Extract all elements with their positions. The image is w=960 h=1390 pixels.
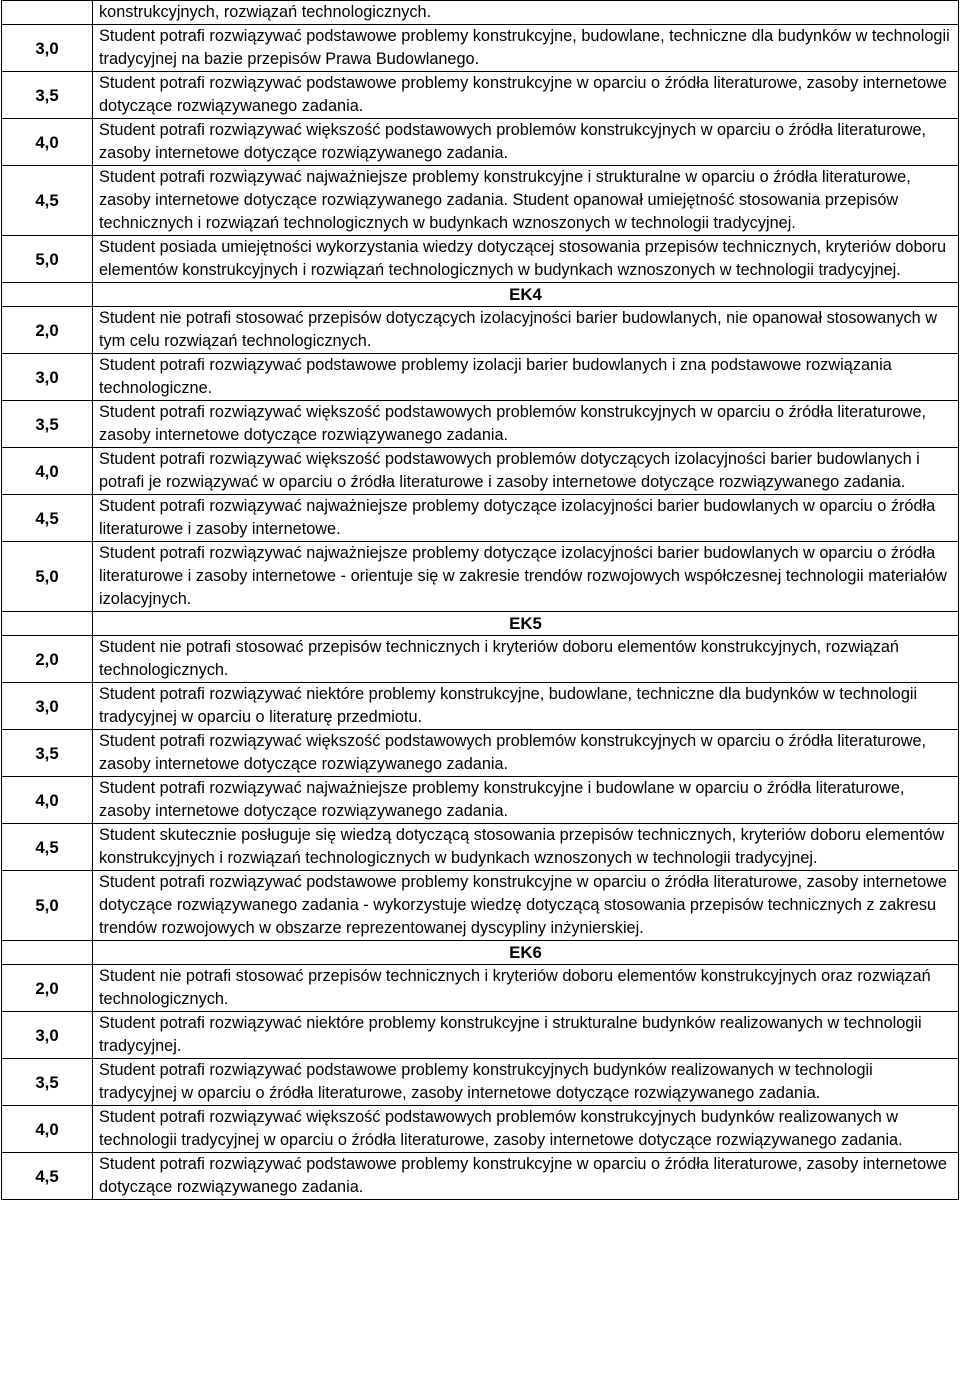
section-header-row [2, 612, 959, 636]
criteria-description: Student potrafi rozwiązywać niektóre problemy konstrukcyjne, budowlane, techniczne dla budynków w technologii tradycyjnej w oparciu o literaturę przedmiotu. [93, 683, 959, 730]
criteria-description: konstrukcyjnych, rozwiązań technologicznych. [93, 1, 959, 25]
grade-cell: 2,0 [2, 307, 93, 354]
grade-cell: 4,5 [2, 824, 93, 871]
criteria-description: Student potrafi rozwiązywać podstawowe problemy izolacji barier budowlanych i zna podstawowe rozwiązania technologiczne. [93, 354, 959, 401]
criteria-row [2, 542, 959, 612]
criteria-description: Student potrafi rozwiązywać większość podstawowych problemów konstrukcyjnych budynków realizowanych w technologii tradycyjnej w oparciu o źródła literaturowe, zasoby internetowe dotyczące rozwiązywanego zadania. [93, 1106, 959, 1153]
grade-cell: 2,0 [2, 965, 93, 1012]
criteria-description: Student potrafi rozwiązywać podstawowe problemy konstrukcyjne, budowlane, techniczne dla budynków w technologii tradycyjnej na bazie przepisów Prawa Budowlanego. [93, 25, 959, 72]
criteria-description: Student nie potrafi stosować przepisów technicznych i kryteriów doboru elementów konstrukcyjnych oraz rozwiązań technologicznych. [93, 965, 959, 1012]
criteria-description: Student potrafi rozwiązywać większość podstawowych problemów konstrukcyjnych w oparciu o źródła literaturowe, zasoby internetowe dotyczące rozwiązywanego zadania. [93, 119, 959, 166]
grade-cell: 3,0 [2, 683, 93, 730]
grade-cell: 3,5 [2, 401, 93, 448]
criteria-row [2, 119, 959, 166]
criteria-row [2, 495, 959, 542]
criteria-description: Student potrafi rozwiązywać podstawowe problemy konstrukcyjne w oparciu o źródła literaturowe, zasoby internetowe dotyczące rozwiązywanego zadania - wykorzystuje wiedzę dotyczącą stosowania przepisów technicznych z zakresu trendów rozwojowych w obszarze reprezentowanej dyscypliny inżynierskiej. [93, 871, 959, 941]
grade-cell: 5,0 [2, 236, 93, 283]
criteria-description: Student potrafi rozwiązywać najważniejsze problemy dotyczące izolacyjności barier budowlanych w oparciu o źródła literaturowe i zasoby internetowe - orientuje się w zakresie trendów rozwojowych współczesnej technologii materiałów izolacyjnych. [93, 542, 959, 612]
criteria-description: Student nie potrafi stosować przepisów dotyczących izolacyjności barier budowlanych, nie opanował stosowanych w tym celu rozwiązań technologicznych. [93, 307, 959, 354]
criteria-description: Student potrafi rozwiązywać podstawowe problemy konstrukcyjne w oparciu o źródła literaturowe, zasoby internetowe dotyczące rozwiązywanego zadania. [93, 1153, 959, 1200]
grade-cell: 4,0 [2, 119, 93, 166]
criteria-description: Student potrafi rozwiązywać większość podstawowych problemów konstrukcyjnych w oparciu o źródła literaturowe, zasoby internetowe dotyczące rozwiązywanego zadania. [93, 730, 959, 777]
criteria-row [2, 1012, 959, 1059]
criteria-row [2, 166, 959, 236]
criteria-row [2, 448, 959, 495]
criteria-description: Student skutecznie posługuje się wiedzą dotyczącą stosowania przepisów technicznych, kryteriów doboru elementów konstrukcyjnych i rozwiązań technologicznych w budynkach wznoszonych w technologii tradycyjnej. [93, 824, 959, 871]
criteria-row [2, 1059, 959, 1106]
grade-cell: 4,0 [2, 777, 93, 824]
section-header-row [2, 941, 959, 965]
criteria-description: Student posiada umiejętności wykorzystania wiedzy dotyczącej stosowania przepisów technicznych, kryteriów doboru elementów konstrukcyjnych i rozwiązań technologicznych w budynkach wznoszonych w technologii tradycyjnej. [93, 236, 959, 283]
criteria-description: Student potrafi rozwiązywać większość podstawowych problemów dotyczących izolacyjności barier budowlanych i potrafi je rozwiązywać w oparciu o źródła literaturowe i zasoby internetowe dotyczące rozwiązywanego zadania. [93, 448, 959, 495]
criteria-row [2, 636, 959, 683]
section-header: EK5 [93, 612, 959, 636]
criteria-row [2, 824, 959, 871]
criteria-row [2, 1, 959, 25]
criteria-description: Student nie potrafi stosować przepisów technicznych i kryteriów doboru elementów konstrukcyjnych, rozwiązań technologicznych. [93, 636, 959, 683]
section-header: EK6 [93, 941, 959, 965]
section-header-grade-cell [2, 941, 93, 965]
grade-cell: 3,5 [2, 1059, 93, 1106]
criteria-row [2, 965, 959, 1012]
grade-cell: 2,0 [2, 636, 93, 683]
grade-cell: 4,5 [2, 495, 93, 542]
criteria-description: Student potrafi rozwiązywać niektóre problemy konstrukcyjne i strukturalne budynków realizowanych w technologii tradycyjnej. [93, 1012, 959, 1059]
section-header: EK4 [93, 283, 959, 307]
grade-cell: 5,0 [2, 871, 93, 941]
grade-cell: 4,5 [2, 1153, 93, 1200]
criteria-row [2, 307, 959, 354]
grade-cell: 4,0 [2, 448, 93, 495]
criteria-row [2, 777, 959, 824]
criteria-description: Student potrafi rozwiązywać podstawowe problemy konstrukcyjnych budynków realizowanych w technologii tradycyjnej w oparciu o źródła literaturowe, zasoby internetowe dotyczące rozwiązywanego zadania. [93, 1059, 959, 1106]
grading-criteria-table [1, 0, 959, 1200]
grade-cell: 3,5 [2, 730, 93, 777]
grade-cell: 4,0 [2, 1106, 93, 1153]
section-header-grade-cell [2, 283, 93, 307]
table-body [2, 1, 959, 1200]
criteria-description: Student potrafi rozwiązywać większość podstawowych problemów konstrukcyjnych w oparciu o źródła literaturowe, zasoby internetowe dotyczące rozwiązywanego zadania. [93, 401, 959, 448]
grade-cell: 4,5 [2, 166, 93, 236]
criteria-row [2, 401, 959, 448]
criteria-row [2, 25, 959, 72]
criteria-description: Student potrafi rozwiązywać najważniejsze problemy konstrukcyjne i budowlane w oparciu o źródła literaturowe, zasoby internetowe dotyczące rozwiązywanego zadania. [93, 777, 959, 824]
criteria-row [2, 871, 959, 941]
criteria-row [2, 730, 959, 777]
criteria-row [2, 1153, 959, 1200]
criteria-row [2, 72, 959, 119]
grade-cell: 3,5 [2, 72, 93, 119]
grade-cell: 3,0 [2, 1012, 93, 1059]
grade-cell: 5,0 [2, 542, 93, 612]
criteria-description: Student potrafi rozwiązywać podstawowe problemy konstrukcyjne w oparciu o źródła literaturowe, zasoby internetowe dotyczące rozwiązywanego zadania. [93, 72, 959, 119]
criteria-row [2, 236, 959, 283]
criteria-description: Student potrafi rozwiązywać najważniejsze problemy dotyczące izolacyjności barier budowlanych w oparciu o źródła literaturowe i zasoby internetowe. [93, 495, 959, 542]
criteria-row [2, 1106, 959, 1153]
grade-cell: 3,0 [2, 354, 93, 401]
criteria-row [2, 354, 959, 401]
grade-cell: 3,0 [2, 25, 93, 72]
section-header-grade-cell [2, 612, 93, 636]
section-header-row [2, 283, 959, 307]
grade-cell [2, 1, 93, 25]
criteria-row [2, 683, 959, 730]
criteria-description: Student potrafi rozwiązywać najważniejsze problemy konstrukcyjne i strukturalne w oparciu o źródła literaturowe, zasoby internetowe dotyczące rozwiązywanego zadania. Student opanował umiejętność stosowania przepisów technicznych i rozwiązań technologicznych w budynkach wznoszonych w technologii tradycyjnej. [93, 166, 959, 236]
